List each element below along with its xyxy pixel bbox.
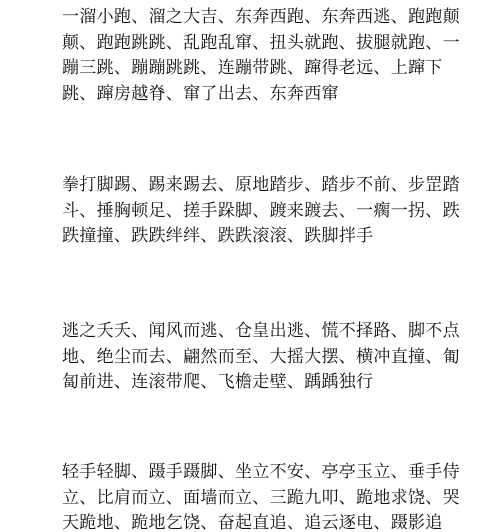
text-line: 轻手轻脚、蹑手蹑脚、坐立不安、亭亭玉立、垂手侍 [62, 462, 460, 482]
text-line: 跌撞撞、跌跌绊绊、跌跌滚滚、跌脚拌手 [62, 226, 374, 246]
paragraph-feet-stepping [62, 173, 460, 250]
text-line: 拳打脚踢、踢来踢去、原地踏步、踏步不前、步罡踏 [62, 175, 460, 195]
text-line: 立、比肩而立、面墙而立、三跪九叩、跪地求饶、哭 [62, 487, 460, 508]
text-line: 天跪地、跪地乞饶、奋起直追、追云逐电、蹑影追 [62, 513, 443, 532]
text-line: 斗、捶胸顿足、搓手跺脚、踱来踱去、一瘸一拐、跌 [62, 200, 460, 221]
text-line: 地、绝尘而去、翩然而至、大摇大摆、横冲直撞、匍 [62, 346, 460, 367]
paragraph-fleeing [62, 319, 460, 396]
text-line: 颠、跑跑跳跳、乱跑乱窜、扭头就跑、拔腿就跑、一 [62, 32, 460, 53]
paragraph-running-jumping [62, 5, 460, 107]
text-line: 跳、蹿房越脊、窜了出去、东奔西窜 [62, 83, 339, 104]
text-line: 匐前进、连滚带爬、飞檐走壁、踽踽独行 [62, 372, 374, 392]
paragraph-standing-kneeling [62, 460, 460, 532]
text-line: 一溜小跑、溜之大吉、东奔西跑、东奔西逃、跑跑颠 [62, 7, 460, 27]
text-line: 蹦三跳、蹦蹦跳跳、连蹦带跳、蹿得老远、上蹿下 [62, 58, 443, 78]
text-line: 逃之夭夭、闻风而逃、仓皇出逃、慌不择路、脚不点 [62, 321, 460, 341]
